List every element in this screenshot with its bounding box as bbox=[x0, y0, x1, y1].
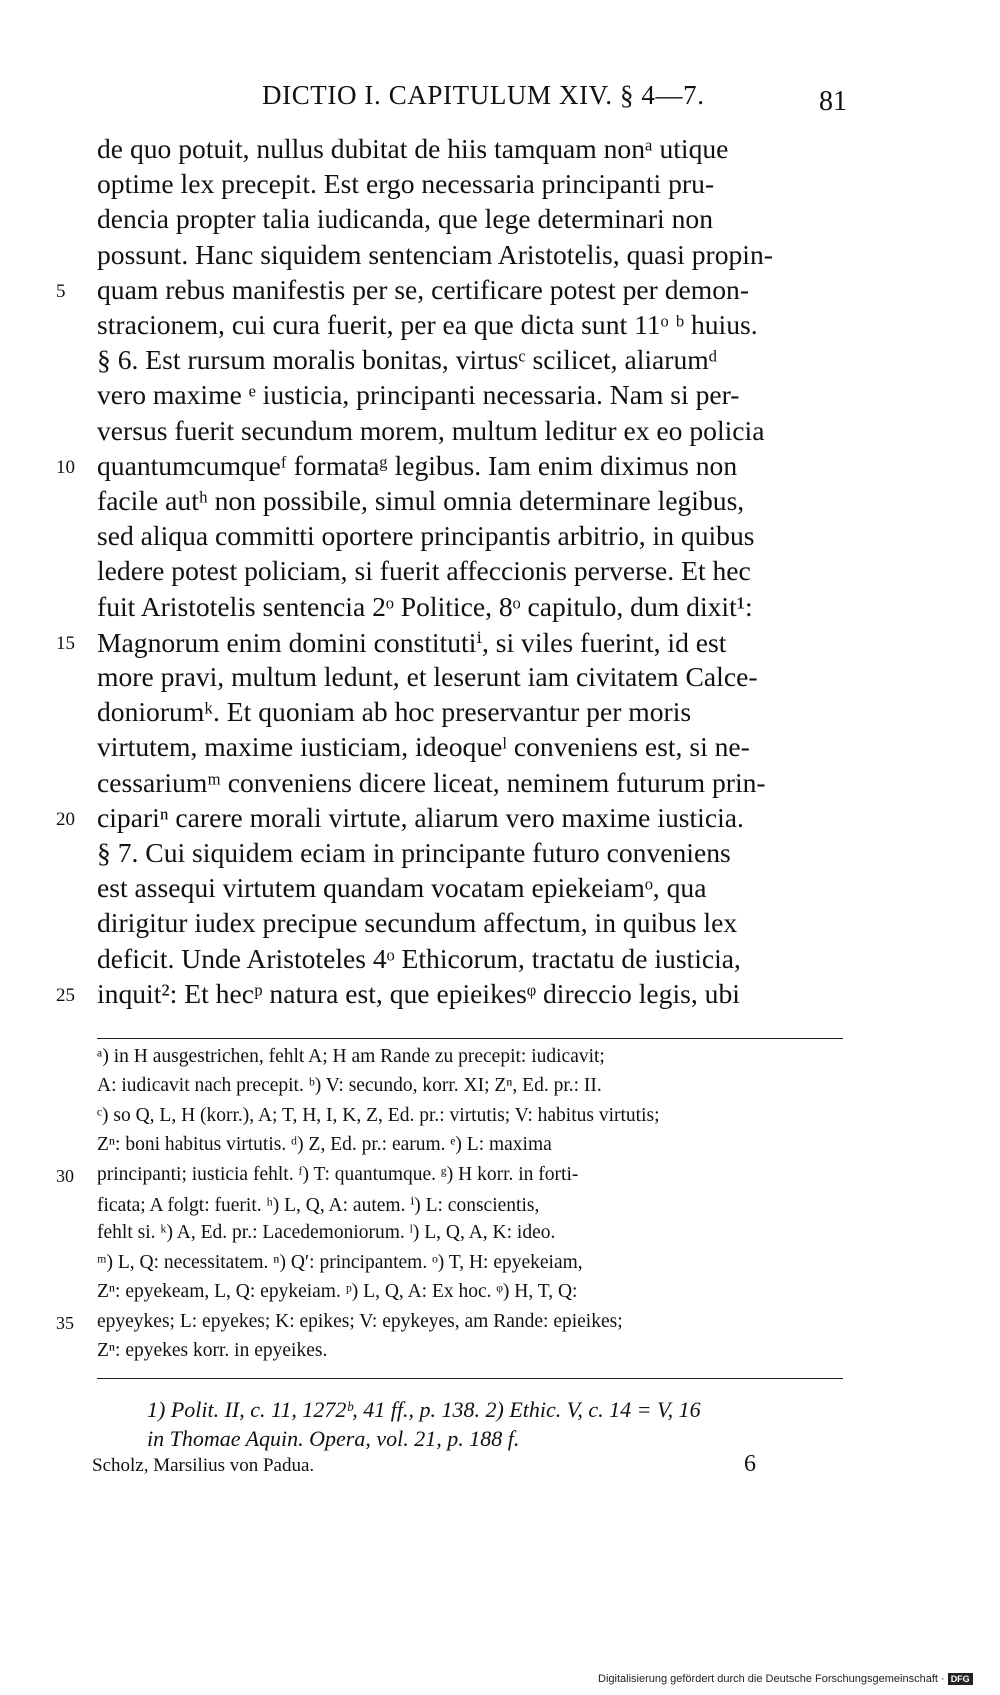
signature-number: 6 bbox=[744, 1451, 756, 1477]
text-line bbox=[97, 731, 750, 763]
line-text: principanti; iusticia fehlt. ᶠ) T: quantumque. ᵍ) H korr. in forti- bbox=[97, 1163, 579, 1185]
text-line bbox=[56, 273, 750, 306]
line-number: 30 bbox=[56, 1165, 74, 1186]
apparatus-rule bbox=[97, 1038, 843, 1039]
line-text: fehlt si. ᵏ) A, Ed. pr.: Lacedemoniorum. ˡ) L, Q, A, K: ideo. bbox=[97, 1222, 556, 1244]
line-text: cessariumᵐ conveniens dicere liceat, neminem futurum prin- bbox=[97, 766, 766, 798]
line-text: possunt. Hanc siquidem sentenciam Aristotelis, quasi propin- bbox=[97, 238, 773, 270]
line-text: cipariⁿ carere morali virtute, aliarum vero maxime iusticia. bbox=[97, 801, 744, 833]
text-line bbox=[97, 133, 728, 165]
line-text: quam rebus manifestis per se, certificare potest per demon- bbox=[97, 273, 750, 305]
text-line bbox=[97, 1046, 605, 1068]
text-line bbox=[56, 449, 738, 482]
digitization-footer bbox=[598, 1673, 973, 1685]
line-number: 15 bbox=[56, 632, 75, 654]
line-text: Zⁿ: boni habitus virtutis. ᵈ) Z, Ed. pr.: earum. ᵉ) L: maxima bbox=[97, 1134, 552, 1156]
text-line bbox=[97, 309, 758, 341]
references-rule bbox=[97, 1378, 843, 1379]
text-line bbox=[97, 555, 751, 587]
text-line bbox=[97, 344, 717, 376]
text-line bbox=[97, 239, 773, 271]
line-text: Zⁿ: epyekeam, L, Q: epykeiam. ᵖ) L, Q, A: Ex hoc. ᵠ) H, T, Q: bbox=[97, 1281, 578, 1303]
text-line bbox=[97, 1281, 577, 1303]
printer-signature: Scholz, Marsilius von Padua. bbox=[92, 1455, 315, 1476]
line-text: ᶜ) so Q, L, H (korr.), A; T, H, I, K, Z, Ed. pr.: virtutis; V: habitus virtutis; bbox=[97, 1104, 660, 1126]
text-line bbox=[97, 485, 744, 517]
line-text: dencia propter talia iudicanda, que lege determinari non bbox=[97, 203, 713, 235]
line-text: deficit. Unde Aristoteles 4ᵒ Ethicorum, tractatu de iusticia, bbox=[97, 942, 741, 974]
line-text: vero maxime ᵉ iusticia, principanti necessaria. Nam si per- bbox=[97, 379, 740, 411]
text-line bbox=[56, 1163, 579, 1186]
line-number: 10 bbox=[56, 456, 75, 478]
text-line bbox=[97, 943, 741, 975]
text-line bbox=[97, 837, 731, 869]
text-line bbox=[56, 801, 744, 834]
line-text: ᵐ) L, Q: necessitatem. ⁿ) Q′: principantem. ᵒ) T, H: epyekeiam, bbox=[97, 1251, 583, 1273]
text-line bbox=[97, 1252, 583, 1274]
text-line bbox=[97, 168, 714, 200]
line-number: 5 bbox=[56, 280, 66, 302]
reference-line: in Thomae Aquin. Opera, vol. 21, p. 188 f. bbox=[147, 1426, 520, 1451]
text-line bbox=[97, 907, 737, 939]
line-text: Zⁿ: epyekes korr. in epyeikes. bbox=[97, 1340, 328, 1361]
line-text: optime lex precepit. Est ergo necessaria principanti pru- bbox=[97, 168, 715, 200]
text-line bbox=[97, 661, 758, 693]
text-line bbox=[56, 626, 727, 659]
line-text: dirigitur iudex precipue secundum affectum, in quibus lex bbox=[97, 907, 738, 939]
line-text: est assequi virtutem quandam vocatam epiekeiamᵒ, qua bbox=[97, 872, 707, 904]
line-text: § 7. Cui siquidem eciam in principante futuro conveniens bbox=[97, 837, 731, 868]
line-text: sed aliqua committi oportere principantis arbitrio, in quibus bbox=[97, 520, 755, 552]
reference-line: 1) Polit. II, c. 11, 1272ᵇ, 41 ff., p. 138. 2) Ethic. V, c. 14 = V, 16 bbox=[147, 1397, 701, 1422]
line-text: ᵃ) in H ausgestrichen, fehlt A; H am Rande zu precepit: iudicavit; bbox=[97, 1046, 605, 1067]
footer-text: Digitalisierung gefördert durch die Deutsche Forschungsgemeinschaft · bbox=[598, 1673, 945, 1685]
line-text: ficata; A folgt: fuerit. ʰ) L, Q, A: autem. ⁱ) L: conscientis, bbox=[97, 1195, 540, 1216]
text-line bbox=[97, 1222, 555, 1244]
line-text: facile autʰ non possibile, simul omnia determinare legibus, bbox=[97, 485, 745, 516]
text-line bbox=[97, 591, 753, 623]
text-line bbox=[97, 203, 713, 235]
running-header bbox=[0, 80, 1000, 120]
line-text: versus fuerit secundum morem, multum leditur ex eo policia bbox=[97, 414, 765, 446]
line-text: A: iudicavit nach precepit. ᵇ) V: secundo, korr. XI; Zⁿ, Ed. pr.: II. bbox=[97, 1075, 602, 1097]
line-text: doniorumᵏ. Et quoniam ab hoc preservantur per moris bbox=[97, 696, 692, 728]
text-line bbox=[97, 1134, 552, 1156]
line-text: fuit Aristotelis sentencia 2ᵒ Politice, 8ᵒ capitulo, dum dixit¹: bbox=[97, 590, 753, 622]
line-text: § 6. Est rursum moralis bonitas, virtusᶜ scilicet, aliarumᵈ bbox=[97, 344, 718, 376]
line-number: 20 bbox=[56, 808, 75, 830]
text-line bbox=[97, 1193, 539, 1217]
text-line bbox=[97, 1075, 602, 1097]
text-line bbox=[97, 520, 755, 552]
text-line bbox=[97, 1340, 327, 1362]
line-text: de quo potuit, nullus dubitat de hiis tamquam nonᵃ utique bbox=[97, 133, 729, 164]
text-line bbox=[97, 415, 764, 447]
text-line bbox=[97, 1105, 660, 1127]
line-text: more pravi, multum ledunt, et leserunt iam civitatem Calce- bbox=[97, 661, 758, 692]
running-title: DICTIO I. CAPITULUM XIV. § 4—7. bbox=[262, 80, 705, 110]
text-line bbox=[97, 767, 766, 799]
line-text: epyeykes; L: epyekes; K: epikes; V: epykeyes, am Rande: epieikes; bbox=[97, 1310, 623, 1332]
line-text: Magnorum enim domini constitutiⁱ, si viles fuerint, id est bbox=[97, 626, 727, 658]
line-text: stracionem, cui cura fuerit, per ea que dicta sunt 11ᵒ ᵇ huius. bbox=[97, 309, 758, 340]
line-text: quantumcumqueᶠ formataᵍ legibus. Iam enim diximus non bbox=[97, 449, 738, 481]
line-text: virtutem, maxime iusticiam, ideoqueˡ conveniens est, si ne- bbox=[97, 731, 750, 763]
page-number: 81 bbox=[819, 86, 847, 117]
line-text: inquit²: Et hecᵖ natura est, que epieikesᵠ direccio legis, ubi bbox=[97, 977, 740, 1009]
text-line bbox=[97, 379, 739, 411]
dfg-logo: DFG bbox=[948, 1673, 973, 1685]
text-line bbox=[97, 696, 691, 728]
line-number: 35 bbox=[56, 1312, 74, 1333]
text-line bbox=[97, 872, 706, 904]
line-number: 25 bbox=[56, 984, 75, 1006]
line-text: ledere potest policiam, si fuerit affeccionis perverse. Et hec bbox=[97, 555, 751, 587]
text-line bbox=[56, 977, 740, 1010]
text-line bbox=[56, 1310, 623, 1333]
